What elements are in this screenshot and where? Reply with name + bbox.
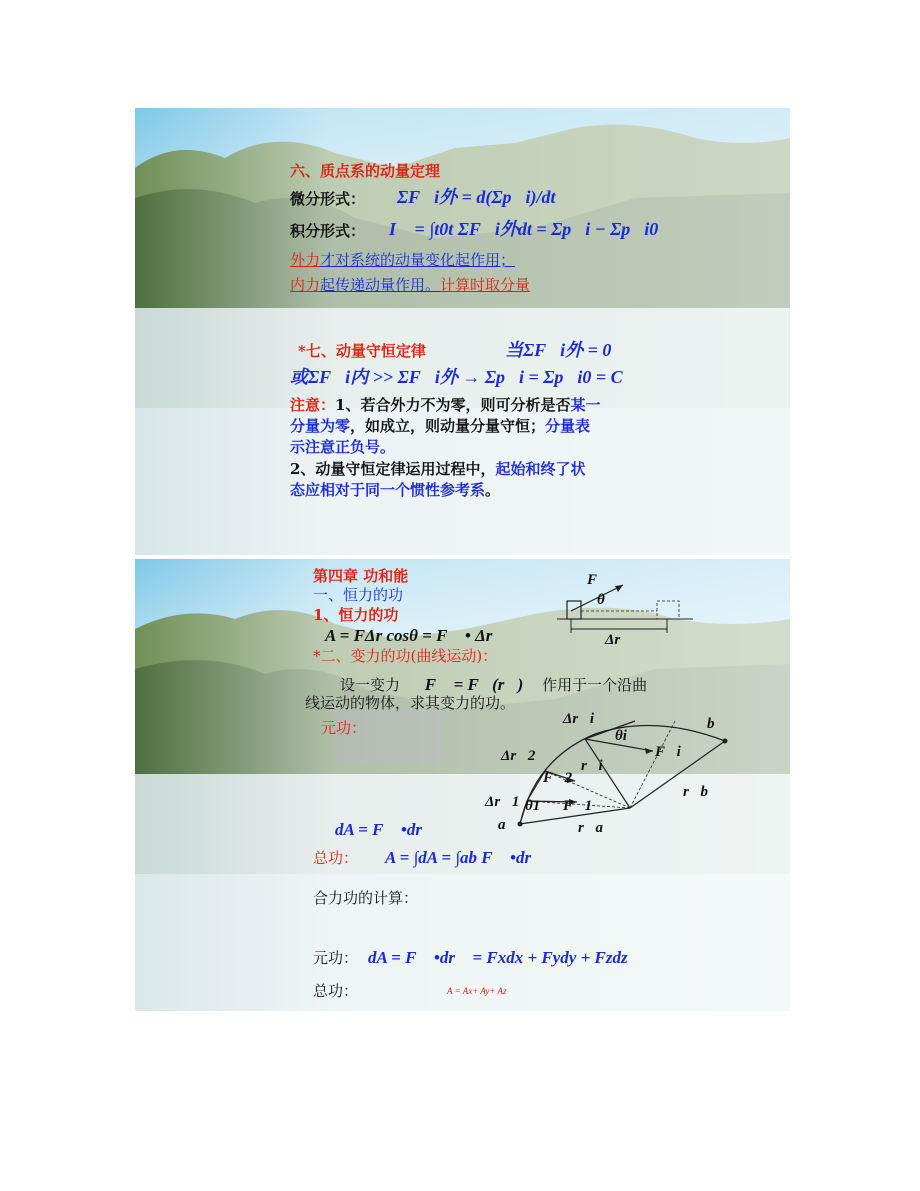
chapter-title: 第四章 功和能 — [313, 567, 409, 585]
curve-theta1-label: θ1 — [525, 798, 541, 814]
curve-F1-label: F⃗1 — [563, 798, 593, 814]
variable-force-formula: F⃗ = F⃗(r⃗) — [424, 675, 524, 694]
description-line-1 — [340, 676, 647, 693]
curve-thetai-label: θi — [615, 728, 627, 744]
note-line-2-black: ，如成立，则动量分量守恒； — [350, 417, 546, 435]
total-work-label: 总功： — [313, 849, 359, 867]
curve-ri-label: r⃗i — [581, 758, 603, 774]
constant-work-formula: A = FΔr cosθ = F⃗ • Δr⃗ — [325, 626, 506, 645]
diagram-theta-label: θ — [597, 592, 605, 608]
curve-ra-label: r⃗a — [578, 820, 604, 836]
note-line-5-blue: 态应相对于同一个惯性参考系 — [290, 481, 486, 499]
element-work-formula: dA = F⃗ •dr⃗ — [335, 820, 436, 839]
note-line-2 — [290, 419, 590, 434]
curve-point-b-label: b — [707, 716, 715, 732]
note-line-2-blue-end: 分量表 — [545, 417, 591, 435]
element-work-formula-2: dA = F⃗ •dr⃗ = Fxdx + Fydy + Fzdz — [368, 948, 628, 967]
total-work-formula: A = ∫dA = ∫ab F⃗ •dr⃗ — [385, 848, 545, 867]
curve-point-a-label: a — [498, 817, 506, 833]
note-label: 注意： — [290, 396, 336, 414]
note-line-1 — [290, 398, 600, 413]
integral-form-formula: I⃗ = ∫t0t ΣF⃗i外dt = Σp⃗i − Σp⃗i0 — [389, 219, 659, 239]
differential-form-label: 微分形式： — [290, 190, 366, 208]
curve-Fi-label: F⃗i — [655, 744, 681, 760]
note-internal-force-red: 内力 — [290, 276, 321, 294]
description-line-1-a: 设一变力 — [340, 676, 401, 694]
element-work-label: 元功： — [321, 719, 367, 737]
element-work-label-2: 元功： — [313, 949, 359, 967]
note-external-force-red: 外力 — [290, 251, 321, 269]
curve-dr2-label: Δr⃗2 — [501, 748, 536, 764]
note-line-3: 示注意正负号。 — [290, 438, 396, 456]
section-variable-force: *二、变力的功(曲线运动)： — [313, 647, 498, 665]
section-heading-conservation: *七、动量守恒定律 — [298, 342, 426, 360]
note-internal-force-blue: 起传递动量作用。 — [320, 276, 441, 294]
conservation-condition-1: 当ΣF⃗i外 = 0 — [505, 340, 612, 360]
note-line-1-blue: 某一 — [570, 396, 601, 414]
note-line-4-black: 2、动量守恒定律运用过程中， — [290, 460, 496, 478]
diagram-force-label: F⃗ — [587, 572, 609, 588]
curve-rb-label: r⃗b — [683, 784, 709, 800]
slide-momentum — [135, 108, 790, 555]
note-internal-force-orange: 计算时取分量 — [440, 276, 531, 294]
note-line-2-blue: 分量为零 — [290, 417, 351, 435]
curve-F2-label: F⃗2 — [543, 770, 573, 786]
note-external-force-blue: 才对系统的动量变化起作用； — [320, 251, 516, 269]
curve-dri-label: Δr⃗i — [563, 711, 595, 727]
note-line-1-black: 1、若合外力不为零，则可分析是否 — [335, 396, 571, 414]
note-line-5 — [290, 483, 500, 498]
note-line-5-end: 。 — [485, 481, 501, 499]
note-external-force — [290, 253, 515, 268]
conservation-condition-2: 或ΣF⃗i内 >> ΣF⃗i外 → Σp⃗i = Σp⃗i0 = C⃗ — [290, 367, 637, 387]
slide-work-energy — [135, 559, 790, 1011]
section-heading-momentum-theorem: 六、质点系的动量定理 — [290, 162, 441, 180]
note-internal-force — [290, 278, 530, 293]
total-work-formula-2: A = Ax+ Ay+ Az — [447, 986, 507, 996]
note-line-4 — [290, 462, 585, 477]
description-line-2: 线运动的物体，求其变力的功。 — [305, 694, 516, 712]
subsection-constant-force-work: 1、恒力的功 — [313, 606, 399, 624]
curve-dr1-label: Δr⃗1 — [485, 794, 520, 810]
integral-form-label: 积分形式： — [290, 222, 366, 240]
differential-form-formula: ΣF⃗i外 = d(Σp⃗i)/dt — [397, 187, 556, 207]
section-constant-force: 一、恒力的功 — [313, 586, 404, 604]
resultant-work-heading: 合力功的计算： — [313, 889, 419, 907]
note-line-4-blue: 起始和终了状 — [495, 460, 586, 478]
description-line-1-b: 作用于一个沿曲 — [542, 676, 648, 694]
diagram-displacement-label: Δr⃗ — [605, 632, 632, 648]
total-work-label-2: 总功： — [313, 982, 359, 1000]
